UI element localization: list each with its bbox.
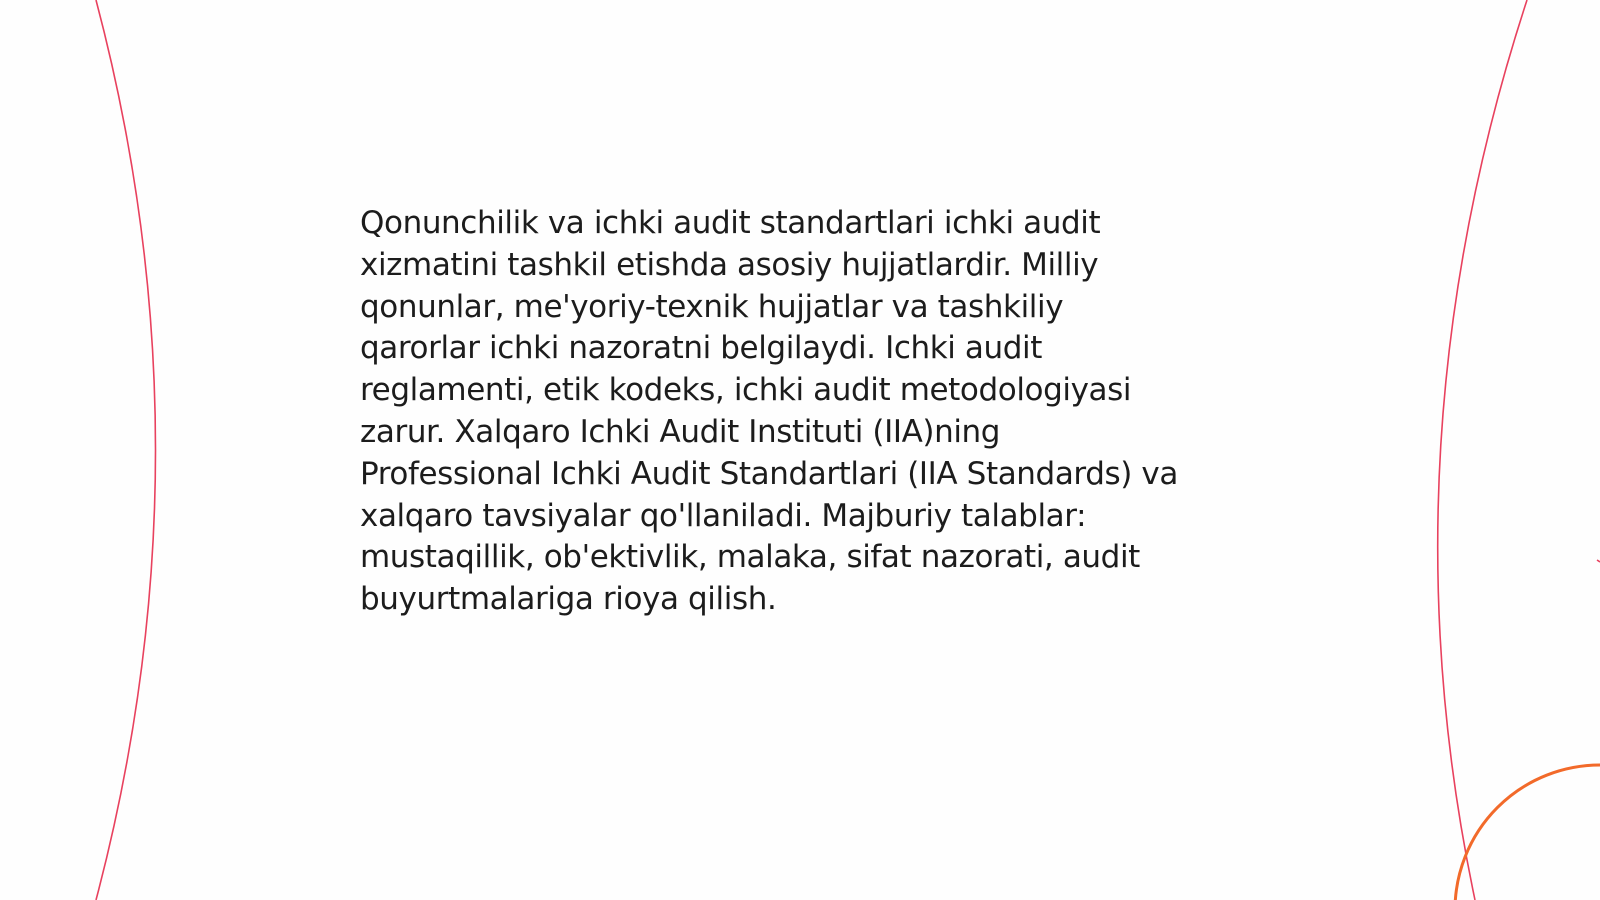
body-line: qonunlar, me'yoriy-texnik hujjatlar va tashkiliy <box>360 288 1064 325</box>
body-line: buyurtmalariga rioya qilish. <box>360 581 777 618</box>
body-line: reglamenti, etik kodeks, ichki audit metodologiyasi <box>360 372 1132 409</box>
corner-circle-arc <box>1455 765 1600 900</box>
body-line: mustaqillik, ob'ektivlik, malaka, sifat nazorati, audit <box>360 539 1140 576</box>
right-arc-line <box>1438 0 1527 900</box>
left-arc-line <box>96 0 156 900</box>
body-line: xalqaro tavsiyalar qo'llaniladi. Majburiy talablar: <box>360 497 1087 534</box>
body-line: qarorlar ichki nazoratni belgilaydi. Ichki audit <box>360 330 1043 367</box>
body-line: Qonunchilik va ichki audit standartlari ichki audit <box>360 205 1101 241</box>
body-line: Professional Ichki Audit Standartlari (IIA Standards) va <box>360 455 1178 492</box>
body-line: zarur. Xalqaro Ichki Audit Instituti (IIA)ning <box>360 413 1001 450</box>
body-line: xizmatini tashkil etishda asosiy hujjatlardir. Milliy <box>360 246 1099 283</box>
slide-body-text <box>360 203 1260 621</box>
